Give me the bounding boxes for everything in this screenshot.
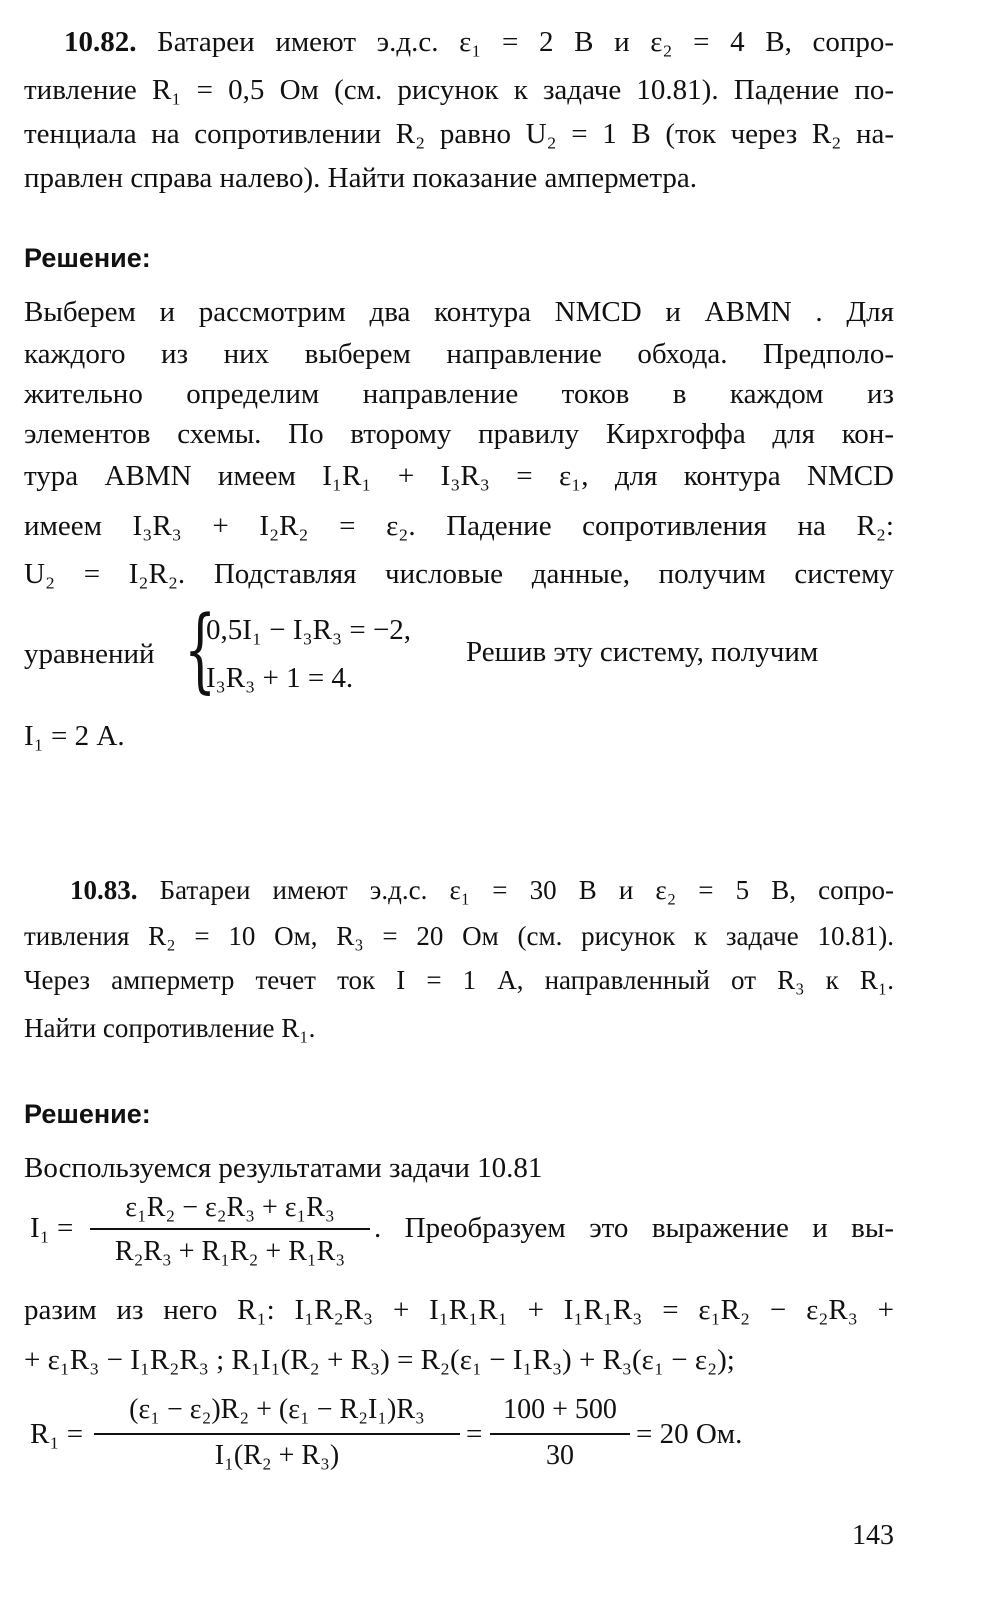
problem-10-83-line-1: 10.83. Батареи имеют э.д.с. ε₁ = 30 В и ε₂ = 5 В, сопро- bbox=[70, 875, 895, 905]
solution-line: разим из него R₁: I₁R₂R₃ + I₁R₁R₁ + I₁R₁R₃ = ε₁R₂ − ε₂R₃ + bbox=[24, 1294, 894, 1326]
solution-intro: Воспользуемся результатами задачи 10.81 bbox=[24, 1152, 543, 1184]
system-prefix: уравнений bbox=[24, 638, 155, 670]
solution-line: тура ABMN имеем I₁R₁ + I₃R₃ = ε₁, для контура NMCD bbox=[24, 460, 894, 492]
problem-number: 10.82. bbox=[64, 26, 137, 58]
problem-10-83-line-4: Найти сопротивление R₁. bbox=[24, 1013, 316, 1043]
problem-10-82-line-2: тивление R₁ = 0,5 Ом (см. рисунок к задаче 10.81). Падение по- bbox=[24, 74, 894, 106]
solution-line: U₂ = I₂R₂. Подставляя числовые данные, получим систему bbox=[24, 558, 894, 590]
page-number: 143 bbox=[852, 1520, 894, 1551]
formula-3-result: = 20 Ом. bbox=[636, 1418, 743, 1450]
solution-line: имеем I₃R₃ + I₂R₂ = ε₂. Падение сопротивления на R₂: bbox=[24, 510, 894, 542]
solution-heading: Решение: bbox=[24, 243, 151, 273]
system-brace: { bbox=[184, 596, 217, 703]
system-equation-1: 0,5I₁ − I₃R₃ = −2, bbox=[206, 614, 412, 646]
formula-1-lhs: I₁ = bbox=[30, 1212, 74, 1244]
formula-2-lhs: R₁ = bbox=[30, 1418, 84, 1450]
formula-3-numerator: 100 + 500 bbox=[503, 1394, 617, 1425]
solution-line: каждого из них выберем направление обхода. Предполо- bbox=[24, 338, 894, 370]
formula-2-equals: = bbox=[466, 1418, 483, 1450]
problem-10-82-line-4: правлен справа налево). Найти показание амперметра. bbox=[24, 162, 698, 194]
solution-line: жительно определим направление токов в каждом из bbox=[24, 378, 894, 410]
solution-heading: Решение: bbox=[24, 1099, 151, 1129]
problem-10-83-line-2: тивления R₂ = 10 Ом, R₃ = 20 Ом (см. рисунок к задаче 10.81). bbox=[24, 921, 894, 951]
solution-line: элементов схемы. По второму правилу Кирхгоффа для кон- bbox=[24, 418, 894, 450]
formula-1-numerator: ε₁R₂ − ε₂R₃ + ε₁R₃ bbox=[125, 1192, 335, 1223]
formula-3-denominator: 30 bbox=[546, 1440, 574, 1471]
problem-10-83-line-3: Через амперметр течет ток I = 1 А, направленный от R₃ к R₁. bbox=[24, 965, 894, 995]
system-suffix: Решив эту систему, получим bbox=[466, 636, 819, 668]
solution-line: + ε₁R₃ − I₁R₂R₃ ; R₁I₁(R₂ + R₃) = R₂(ε₁ − I₁R₃) + R₃(ε₁ − ε₂); bbox=[24, 1344, 735, 1376]
answer-10-82: I₁ = 2 А. bbox=[24, 720, 125, 752]
solution-line: Выберем и рассмотрим два контура NMCD и ABMN . Для bbox=[24, 296, 894, 328]
formula-1-denominator: R₂R₃ + R₁R₂ + R₁R₃ bbox=[114, 1236, 346, 1267]
problem-10-82-line-3: тенциала на сопротивлении R₂ равно U₂ = 1 В (ток через R₂ на- bbox=[24, 118, 894, 150]
formula-2-fraction-bar bbox=[94, 1433, 460, 1435]
system-equation-2: I₃R₃ + 1 = 4. bbox=[206, 662, 354, 694]
formula-3-fraction-bar bbox=[490, 1433, 630, 1435]
formula-1-fraction-bar bbox=[90, 1228, 370, 1230]
formula-2-denominator: I₁(R₂ + R₃) bbox=[214, 1440, 340, 1471]
problem-10-82-line-1: 10.82. Батареи имеют э.д.с. ε₁ = 2 В и ε₂ = 4 В, сопро- bbox=[64, 26, 894, 58]
formula-1-tail: . Преобразуем это выражение и вы- bbox=[374, 1212, 894, 1244]
problem-number: 10.83. bbox=[70, 875, 138, 905]
formula-2-numerator: (ε₁ − ε₂)R₂ + (ε₁ − R₂I₁)R₃ bbox=[129, 1394, 425, 1425]
